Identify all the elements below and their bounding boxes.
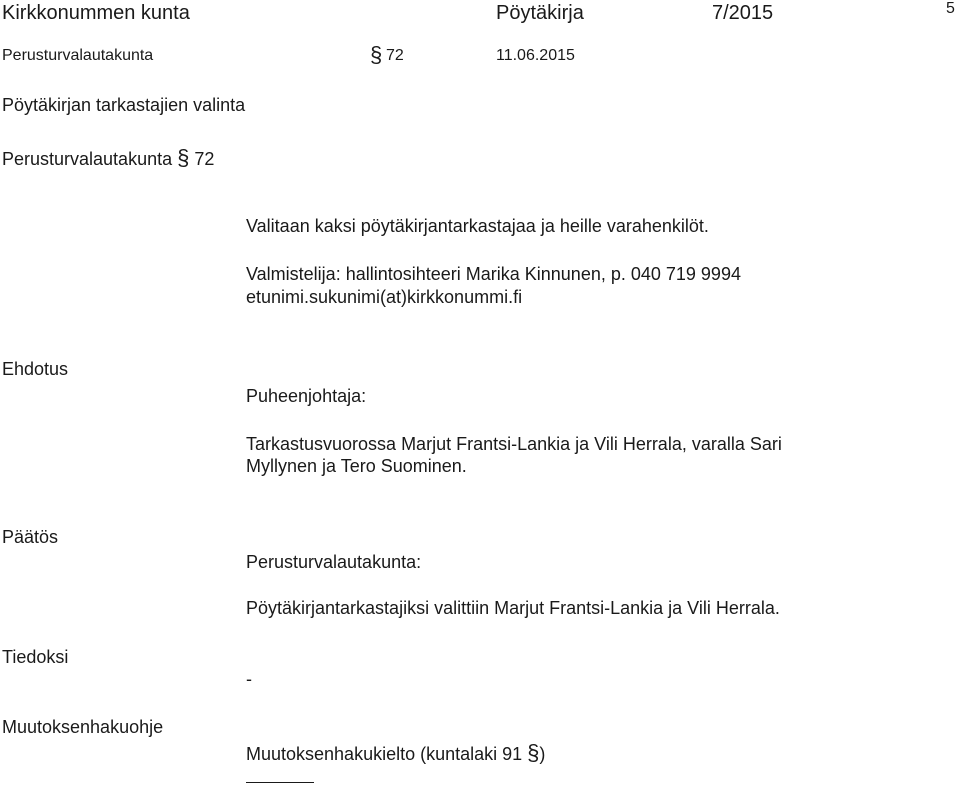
meeting-date: 11.06.2015: [496, 47, 575, 64]
page-number: 5: [946, 0, 955, 17]
decision-text: Pöytäkirjantarkastajiksi valittiin Marjut Frantsi-Lankia ja Vili Herrala.: [246, 598, 780, 618]
proposal-line-2: Myllynen ja Tero Suominen.: [246, 456, 467, 476]
board-name: Perusturvalautakunta: [2, 47, 154, 64]
document-type: Pöytäkirja: [496, 2, 584, 24]
section-number: 72: [386, 47, 404, 64]
decision-speaker: Perusturvalautakunta:: [246, 552, 422, 572]
item-board-name: Perusturvalautakunta: [2, 149, 173, 169]
preparer-line-1: Valmistelija: hallintosihteeri Marika Kinnunen, p. 040 719 9994: [246, 264, 741, 284]
appeal-text-before: Muutoksenhakukielto (kuntalaki 91: [246, 744, 528, 764]
appeal-section-sign: §: [527, 740, 540, 765]
proposal-line-1: Tarkastusvuorossa Marjut Frantsi-Lankia ja Vili Herrala, varalla Sari: [246, 434, 782, 454]
appeal-label: Muutoksenhakuohje: [2, 717, 164, 737]
municipality-name: Kirkkonummen kunta: [2, 2, 190, 24]
document-number: 7/2015: [712, 2, 774, 24]
decision-label: Päätös: [2, 527, 59, 547]
signature-underline: [246, 782, 314, 783]
item-section-sign: §: [177, 145, 190, 170]
appeal-text: [246, 742, 545, 765]
proposal-speaker: Puheenjohtaja:: [246, 386, 367, 406]
item-title: Pöytäkirjan tarkastajien valinta: [2, 95, 246, 115]
proposal-label: Ehdotus: [2, 359, 69, 379]
appeal-text-after: ): [539, 744, 546, 764]
item-board: [2, 145, 214, 171]
info-label: Tiedoksi: [2, 647, 69, 667]
item-section-number: 72: [194, 149, 215, 169]
section-sign: §: [370, 42, 383, 67]
preparer-line-2: etunimi.sukunimi(at)kirkkonummi.fi: [246, 287, 523, 307]
info-value: -: [246, 669, 252, 689]
intro-text: Valitaan kaksi pöytäkirjantarkastajaa ja heille varahenkilöt.: [246, 216, 709, 236]
